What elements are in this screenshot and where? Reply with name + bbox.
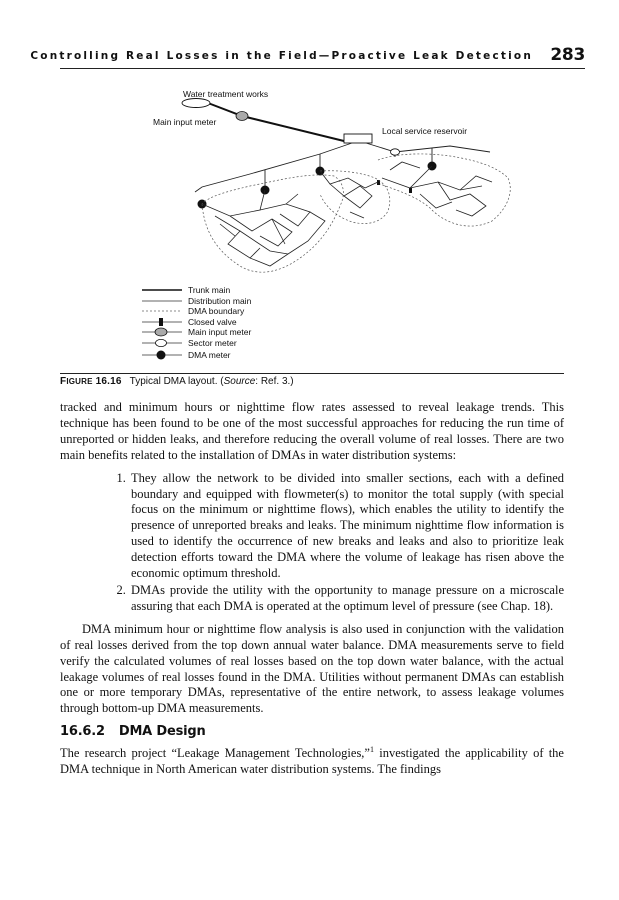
- dma-2-network: [320, 171, 378, 218]
- figure-label-smallcaps: IGURE: [66, 377, 93, 386]
- legend-label: Main input meter: [188, 327, 252, 337]
- legend-symbol-main-input-meter: [142, 328, 182, 336]
- legend-label: Trunk main: [188, 285, 231, 295]
- legend-symbol-sector-meter: [142, 339, 182, 346]
- main-input-meter-symbol: [236, 112, 248, 121]
- dma-1-network: [202, 190, 325, 266]
- page-number: 283: [550, 45, 585, 65]
- dma-layout-figure: [120, 86, 520, 368]
- body-text: [60, 400, 564, 778]
- list-item: 1. They allow the network to be divided into smaller sections, each with a defined boundary and equipped with flowmeter(s) to monitor the total supply (with special focus on the minimum or nighttime flows), which enables the utility to identify the presence of unreported breaks and leaks. The minimum nighttime flow information is used to identify the occurrence of new breaks and leaks and also to prioritize leak detection efforts toward the DMA where the volume of leakage has risen above the economic optimum threshold.: [129, 471, 564, 582]
- figure-label: [60, 376, 122, 387]
- paragraph-1: tracked and minimum hours or nighttime flow rates assessed to reveal leakage trends. This technique has been found to be one of the most successful approaches for reducing the run time of unreported or hidden leaks, and therefore reducing the overall volume of real losses. There are two main benefits related to the installation of DMAs in water distribution systems:: [60, 400, 564, 462]
- legend-symbol-closed-valve: [142, 318, 182, 326]
- paragraph-2: DMA minimum hour or nighttime flow analysis is also used in conjunction with the validation of real losses derived from the top down annual water balance. DMA measurements serve to field verify the calculated volumes of real losses based on the top down water balance, with the actual leakage volumes of real losses found in the DMA. Utilities without permanent DMAs can establish one or more temporary DMAs, representative of the entire network, to assess leakage volumes through bottom-up DMA measurements.: [60, 621, 564, 716]
- paragraph-3-end: investigated the applicability of the DMA technique in North American water distribution systems. The findings: [60, 746, 564, 777]
- legend-symbol-dma-meter: [142, 351, 182, 360]
- running-title: Controlling Real Losses in the Field—Proactive Leak Detection: [30, 50, 533, 62]
- page-header: [30, 44, 585, 69]
- dma-3-network: [382, 162, 492, 216]
- paragraph-3-start: The research project “Leakage Management Technologies,”: [60, 746, 370, 761]
- caption-text-after: : Ref. 3.): [255, 376, 294, 387]
- section-number: 16.6.2: [60, 724, 105, 740]
- legend-label: DMA boundary: [188, 306, 245, 316]
- figure-label-initial: F: [60, 376, 67, 387]
- sector-meter-symbol: [391, 149, 400, 155]
- list-item: 2. DMAs provide the utility with the opportunity to manage pressure on a microscale assuring that each DMA is operated at the optimum level of pressure (see Chap. 18).: [129, 583, 564, 615]
- legend-label: DMA meter: [188, 350, 231, 360]
- caption-text-before: Typical DMA layout. (: [129, 376, 224, 387]
- figure-number: 16.16: [95, 376, 122, 387]
- water-treatment-works: [182, 99, 210, 108]
- legend-label: Distribution main: [188, 296, 252, 306]
- reference-superscript: 1: [369, 745, 374, 755]
- trunk-main-line: [208, 103, 348, 142]
- section-title: DMA Design: [118, 724, 206, 740]
- benefits-list: [60, 471, 564, 615]
- caption-source-label: Source: [223, 376, 256, 387]
- local-service-reservoir: [344, 134, 372, 143]
- main-input-meter-label: Main input meter: [153, 117, 217, 127]
- local-service-reservoir-label: Local service reservoir: [382, 126, 468, 136]
- figure-caption: [60, 373, 564, 387]
- legend-label: Sector meter: [188, 338, 237, 348]
- water-treatment-works-label: Water treatment works: [183, 89, 269, 99]
- dma-layout-diagram: [120, 86, 520, 368]
- legend: [142, 285, 252, 360]
- legend-label: Closed valve: [188, 317, 237, 327]
- section-heading: [60, 724, 564, 740]
- paragraph-3: [60, 742, 564, 778]
